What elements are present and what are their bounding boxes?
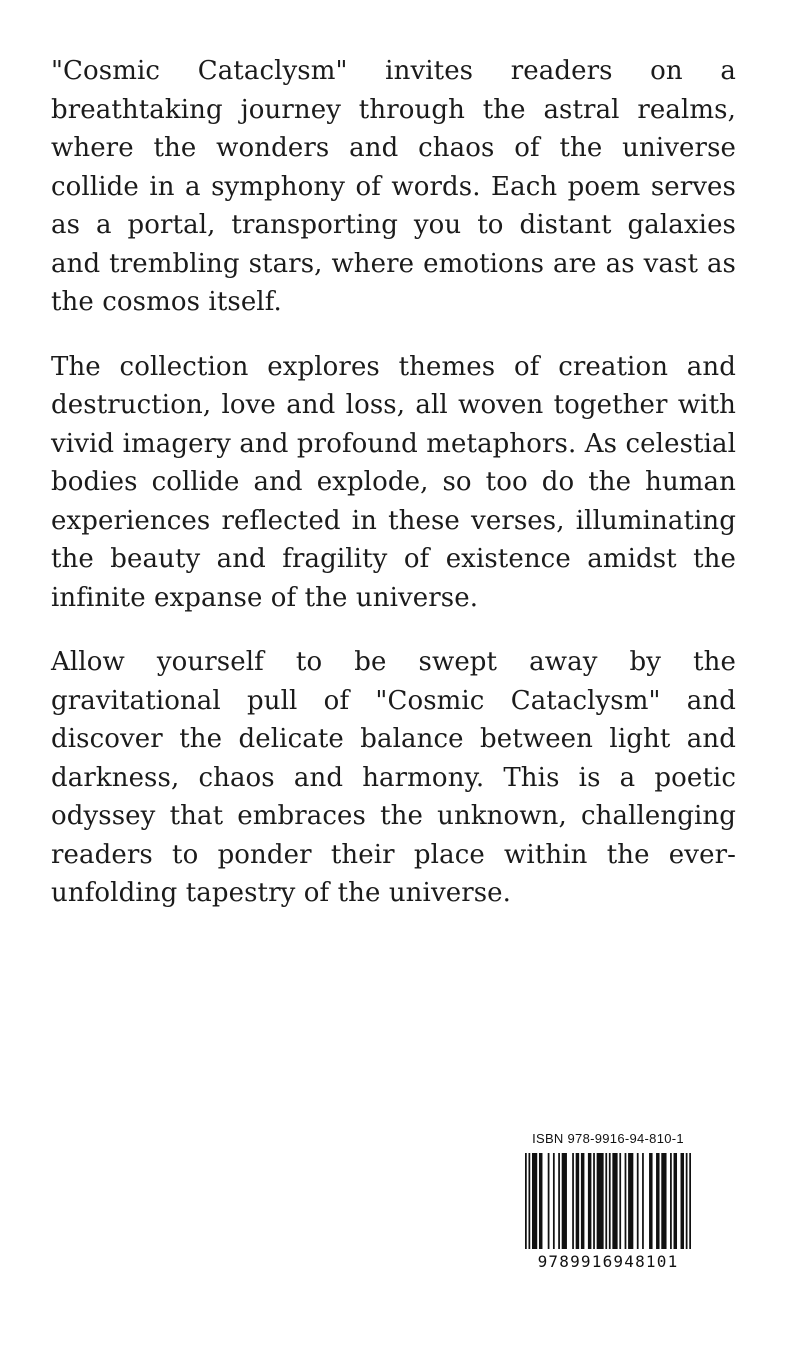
- barcode-bar-10: [581, 1153, 584, 1249]
- blurb-paragraph-3: Allow yourself to be swept away by the gravitational pull of "Cosmic Cataclysm" and discover the delicate balance between light and darkness, chaos and harmony. This is a poetic odyssey that embraces the unknown, challenging readers to ponder their place within the ever-unfolding tapestry of the universe.: [51, 647, 736, 908]
- barcode-bar-11: [588, 1153, 591, 1249]
- barcode-bar-17: [619, 1153, 621, 1249]
- barcode-bar-0: [525, 1153, 527, 1249]
- barcode-bar-2: [532, 1153, 537, 1249]
- barcode-bar-3: [539, 1153, 542, 1249]
- barcode-bar-13: [597, 1153, 604, 1249]
- barcode-bar-7: [562, 1153, 567, 1249]
- barcode-icon: [525, 1153, 691, 1249]
- barcode-bar-5: [553, 1153, 555, 1249]
- barcode-bar-9: [576, 1153, 579, 1249]
- barcode-bar-12: [593, 1153, 595, 1249]
- barcode-bar-23: [656, 1153, 659, 1249]
- isbn-label: ISBN 978-9916-94-810-1: [532, 1131, 684, 1146]
- barcode-bar-25: [670, 1153, 672, 1249]
- blurb-paragraph-1: "Cosmic Cataclysm" invites readers on a breathtaking journey through the astral realms, where the wonders and chaos of the universe collide in a symphony of words. Each poem serves as a portal, transporting you to distant galaxies and trembling stars, where emotions are as vast as the cosmos itself.: [51, 56, 736, 317]
- isbn-barcode-block: [519, 1131, 697, 1271]
- barcode-bar-28: [686, 1153, 688, 1249]
- barcode-bar-20: [637, 1153, 639, 1249]
- blurb-paragraph-2: The collection explores themes of creation and destruction, love and loss, all woven together with vivid imagery and profound metaphors. As celestial bodies collide and explode, so too do the human experiences reflected in these verses, illuminating the beauty and fragility of existence amidst the infinite expanse of the universe.: [51, 351, 736, 613]
- barcode-bar-14: [605, 1153, 607, 1249]
- barcode-bar-21: [642, 1153, 644, 1249]
- barcode-digits: 9789916948101: [537, 1252, 679, 1271]
- barcode-bar-26: [674, 1153, 677, 1249]
- barcode-bar-18: [625, 1153, 627, 1249]
- barcode-bar-27: [681, 1153, 684, 1249]
- barcode-bar-4: [548, 1153, 550, 1249]
- barcode-bar-6: [558, 1153, 560, 1249]
- back-cover-blurb: [51, 52, 736, 939]
- barcode-bar-8: [572, 1153, 574, 1249]
- barcode-bar-29: [689, 1153, 691, 1249]
- barcode-bar-24: [661, 1153, 666, 1249]
- barcode-bar-15: [609, 1153, 611, 1249]
- barcode-bar-22: [649, 1153, 652, 1249]
- barcode-bar-16: [612, 1153, 617, 1249]
- barcode-bar-1: [528, 1153, 530, 1249]
- barcode-bar-19: [628, 1153, 633, 1249]
